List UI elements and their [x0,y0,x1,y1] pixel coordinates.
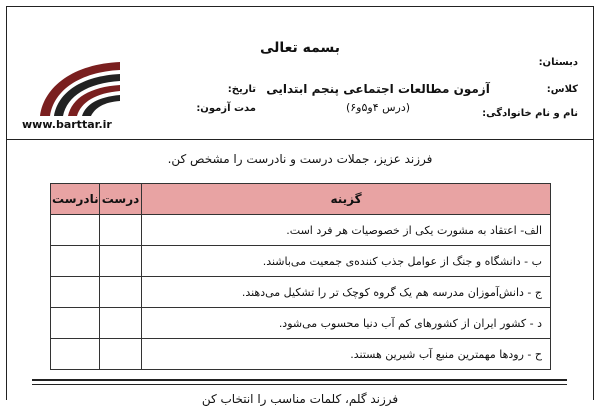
section-divider-thin [32,384,567,385]
name-label: نام و نام خانوادگی: [482,108,578,119]
true-false-table [50,183,551,370]
section-divider [32,379,567,381]
table-row [51,277,551,308]
incorrect-column-header: نادرست [51,184,100,215]
statement-text: ح - رودها مهمترین منبع آب شیرین هستند. [142,339,551,370]
statement-text: الف- اعتقاد به مشورت یکی از خصوصیات هر فرد است. [142,215,551,246]
correct-checkbox-cell[interactable] [100,339,142,370]
page-title: بسمه تعالی [259,40,341,56]
table-header-row [51,184,551,215]
date-label: تاریخ: [227,84,256,95]
correct-column-header: درست [100,184,142,215]
class-label: کلاس: [546,84,578,95]
incorrect-checkbox-cell[interactable] [51,308,100,339]
table-row [51,339,551,370]
table-row [51,308,551,339]
duration-label: مدت آزمون: [196,103,256,114]
header-divider [6,139,594,140]
incorrect-checkbox-cell[interactable] [51,339,100,370]
correct-checkbox-cell[interactable] [100,308,142,339]
incorrect-checkbox-cell[interactable] [51,246,100,277]
table-row [51,215,551,246]
exam-lessons: (درس ۴و۵و۶) [345,101,411,114]
next-section-title: فرزند گلم، کلمات مناسب را انتخاب کن [201,392,399,406]
table-row [51,246,551,277]
school-label: دبستان: [538,57,578,68]
incorrect-checkbox-cell[interactable] [51,215,100,246]
correct-checkbox-cell[interactable] [100,215,142,246]
correct-checkbox-cell[interactable] [100,246,142,277]
incorrect-checkbox-cell[interactable] [51,277,100,308]
correct-checkbox-cell[interactable] [100,277,142,308]
website-label: www.barttar.ir [22,118,112,131]
instruction-text: فرزند عزیز، جملات درست و نادرست را مشخص کن. [167,152,433,166]
option-column-header: گزینه [142,184,551,215]
statement-text: ج - دانش‌آموزان مدرسه هم یک گروه کوچک تر را تشکیل می‌دهند. [142,277,551,308]
statement-text: ب - دانشگاه و جنگ از عوامل جذب کننده‌ی جمعیت می‌باشند. [142,246,551,277]
exam-title: آزمون مطالعات اجتماعی پنجم ابتدایی [266,82,490,96]
statement-text: د - کشور ایران از کشورهای کم آب دنیا محسوب می‌شود. [142,308,551,339]
barttar-logo-icon [34,56,124,118]
